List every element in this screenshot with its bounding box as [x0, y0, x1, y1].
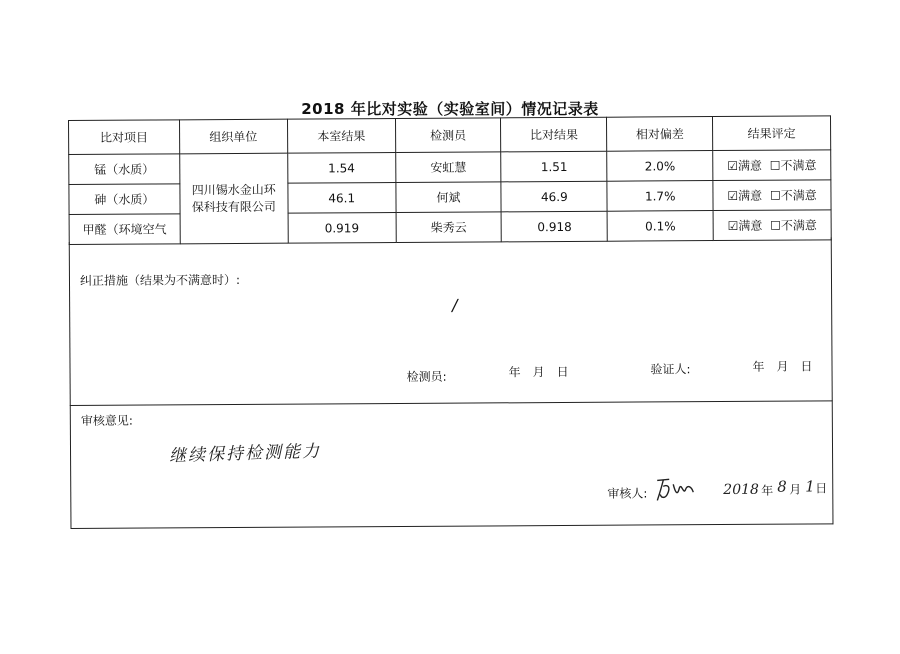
header-deviation: 相对偏差: [607, 117, 713, 152]
corrective-label: 纠正措施（结果为不满意时）:: [79, 272, 241, 288]
review-date-day-suffix: 日: [815, 481, 828, 496]
header-organization: 组织单位: [179, 119, 287, 154]
row-deviation: 2.0%: [607, 151, 713, 182]
header-evaluation: 结果评定: [713, 116, 831, 151]
review-date-day: 1: [805, 477, 815, 496]
review-date-month: 8: [777, 477, 787, 496]
row-lab-result: 1.54: [288, 153, 396, 184]
corrective-measures-section: [69, 237, 833, 406]
verifier-date: 年 月 日: [752, 359, 813, 374]
unsatisfied-checkbox[interactable]: ☐不满意: [769, 158, 817, 173]
row-inspector: 柴秀云: [396, 212, 502, 243]
review-date-year-suffix: 年: [761, 483, 774, 498]
organization-name: 四川锡水金山环保科技有限公司: [191, 182, 276, 214]
row-lab-result: 46.1: [288, 183, 396, 214]
row-deviation: 1.7%: [607, 181, 713, 212]
row-inspector: 何斌: [396, 182, 502, 213]
unsatisfied-checkbox[interactable]: ☐不满意: [769, 188, 817, 203]
review-date-year: 2018: [723, 481, 759, 499]
satisfied-checkbox[interactable]: ☑满意: [727, 218, 763, 233]
table-header-row: [69, 116, 831, 155]
row-evaluation: [713, 180, 831, 211]
inspector-date: 年 月 日: [508, 364, 569, 380]
row-item: 甲醛（环境空气: [69, 214, 180, 245]
review-date-month-suffix: 月: [789, 482, 802, 497]
table-row: [69, 150, 831, 185]
reviewer-signature: [653, 474, 697, 502]
header-lab-result: 本室结果: [287, 119, 395, 154]
organization-cell: [180, 153, 289, 244]
row-inspector: 安虹慧: [395, 152, 501, 183]
header-item: 比对项目: [69, 120, 180, 155]
row-comparison-result: 46.9: [501, 181, 607, 212]
row-comparison-result: 0.918: [502, 211, 608, 242]
row-lab-result: 0.919: [288, 212, 396, 243]
corrective-value: /: [452, 295, 458, 315]
row-item: 锰（水质）: [69, 154, 180, 185]
record-form: [68, 115, 833, 530]
review-opinion: 继续保持检测能力: [168, 441, 322, 467]
reviewer-label: 审核人:: [607, 486, 648, 501]
header-comparison-result: 比对结果: [501, 117, 607, 152]
row-item: 砷（水质）: [69, 184, 180, 215]
satisfied-checkbox[interactable]: ☑满意: [727, 188, 763, 203]
review-section: [70, 401, 834, 529]
row-deviation: 0.1%: [607, 211, 713, 242]
comparison-table: [68, 115, 832, 245]
row-evaluation: [713, 150, 831, 181]
satisfied-checkbox[interactable]: ☑满意: [727, 158, 762, 173]
row-comparison-result: 1.51: [501, 151, 607, 182]
unsatisfied-checkbox[interactable]: ☐不满意: [770, 218, 817, 233]
row-evaluation: [713, 210, 831, 241]
review-label: 审核意见:: [80, 413, 133, 428]
inspector-label: 检测员:: [406, 369, 447, 384]
document-title: 2018 年比对实验（实验室间）情况记录表: [301, 100, 599, 118]
header-inspector: 检测员: [395, 118, 501, 153]
verifier-label: 验证人:: [650, 362, 691, 377]
